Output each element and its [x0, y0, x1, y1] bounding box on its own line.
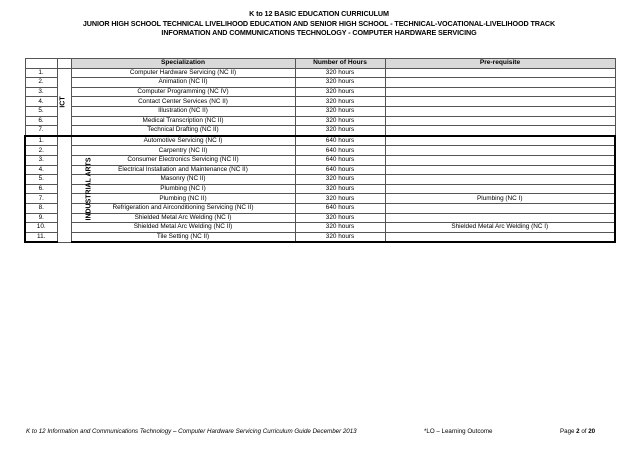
hours-cell: 320 hours — [295, 232, 385, 242]
specialization-cell: Refrigeration and Airconditioning Servicing (NC II) — [71, 203, 295, 213]
specialization-cell: Computer Programming (NC IV) — [71, 87, 295, 97]
table-row — [25, 106, 615, 116]
prerequisite-cell — [385, 136, 615, 146]
row-number: 2. — [25, 78, 57, 88]
prerequisite-cell — [385, 232, 615, 242]
prerequisite-cell — [385, 78, 615, 88]
specialization-cell: Technical Drafting (NC II) — [71, 126, 295, 136]
table-row — [25, 68, 615, 78]
row-number: 5. — [25, 106, 57, 116]
header-group — [57, 59, 71, 69]
table-row — [25, 232, 615, 242]
row-number: 9. — [25, 213, 57, 223]
table-row — [25, 184, 615, 194]
row-number: 1. — [25, 68, 57, 78]
table-row — [25, 155, 615, 165]
table-row — [25, 116, 615, 126]
header-num — [25, 59, 57, 69]
row-number: 3. — [25, 87, 57, 97]
specialization-cell: Medical Transcription (NC II) — [71, 116, 295, 126]
group-label-cell — [57, 68, 71, 136]
table-row — [25, 146, 615, 156]
prerequisite-cell — [385, 213, 615, 223]
specialization-cell: Shielded Metal Arc Welding (NC II) — [71, 223, 295, 233]
industrial-arts-group — [25, 136, 615, 243]
specialization-cell: Consumer Electronics Servicing (NC II) — [71, 155, 295, 165]
row-number: 6. — [25, 116, 57, 126]
prerequisite-cell — [385, 175, 615, 185]
table-row — [25, 126, 615, 136]
row-number: 3. — [25, 155, 57, 165]
specialization-cell: Animation (NC II) — [71, 78, 295, 88]
specialization-cell: Contact Center Services (NC II) — [71, 97, 295, 107]
hours-cell: 640 hours — [295, 165, 385, 175]
row-number: 1. — [25, 136, 57, 146]
row-number: 10. — [25, 223, 57, 233]
doc-title: K to 12 BASIC EDUCATION CURRICULUM — [249, 9, 389, 18]
prerequisite-cell — [385, 126, 615, 136]
hours-cell: 320 hours — [295, 116, 385, 126]
hours-cell: 320 hours — [295, 87, 385, 97]
table-row — [25, 194, 615, 204]
specialization-table — [24, 58, 616, 243]
prerequisite-cell — [385, 116, 615, 126]
table-row — [25, 165, 615, 175]
hours-cell: 320 hours — [295, 78, 385, 88]
prerequisite-cell — [385, 106, 615, 116]
row-number: 6. — [25, 184, 57, 194]
hours-cell: 320 hours — [295, 184, 385, 194]
specialization-cell: Plumbing (NC II) — [71, 194, 295, 204]
hours-cell: 320 hours — [295, 106, 385, 116]
ict-group — [25, 68, 615, 136]
row-number: 4. — [25, 165, 57, 175]
table-row — [25, 136, 615, 146]
table-row — [25, 223, 615, 233]
prerequisite-cell — [385, 146, 615, 156]
group-label: ICT — [60, 96, 67, 108]
footer-page-number: Page 2 of 20 — [560, 428, 596, 435]
doc-subtitle: JUNIOR HIGH SCHOOL TECHNICAL LIVELIHOOD EDUCATION AND SENIOR HIGH SCHOOL - TECHNICAL-VOCATIONAL-LIVELIHOOD TRACK — [82, 19, 556, 28]
prerequisite-cell: Shielded Metal Arc Welding (NC I) — [385, 223, 615, 233]
hours-cell: 320 hours — [295, 175, 385, 185]
footer-lo-note: *LO – Learning Outcome — [424, 428, 493, 435]
hours-cell: 640 hours — [295, 203, 385, 213]
row-number: 5. — [25, 175, 57, 185]
specialization-cell: Carpentry (NC II) — [71, 146, 295, 156]
hours-cell: 640 hours — [295, 155, 385, 165]
specialization-cell: Computer Hardware Servicing (NC II) — [71, 68, 295, 78]
specialization-cell: Plumbing (NC I) — [71, 184, 295, 194]
specialization-cell: Automotive Servicing (NC I) — [71, 136, 295, 146]
group-label: INDUSTRIAL ARTS — [85, 157, 92, 221]
row-number: 11. — [25, 232, 57, 242]
table-header-row — [25, 59, 615, 69]
row-number: 7. — [25, 126, 57, 136]
hours-cell: 320 hours — [295, 223, 385, 233]
hours-cell: 320 hours — [295, 68, 385, 78]
hours-cell: 320 hours — [295, 213, 385, 223]
hours-cell: 320 hours — [295, 194, 385, 204]
hours-cell: 320 hours — [295, 97, 385, 107]
hours-cell: 640 hours — [295, 146, 385, 156]
specialization-cell: Tile Setting (NC II) — [71, 232, 295, 242]
header-hours: Number of Hours — [295, 59, 385, 69]
specialization-cell: Masonry (NC II) — [71, 175, 295, 185]
row-number: 2. — [25, 146, 57, 156]
header-specialization: Specialization — [71, 59, 295, 69]
footer-guide: K to 12 Information and Communications Technology – Computer Hardware Servicing Curriculum Guide December 2013 — [26, 428, 357, 435]
hours-cell: 320 hours — [295, 126, 385, 136]
prerequisite-cell: Plumbing (NC I) — [385, 194, 615, 204]
table-row — [25, 97, 615, 107]
specialization-cell: Electrical Installation and Maintenance (NC II) — [71, 165, 295, 175]
prerequisite-cell — [385, 203, 615, 213]
prerequisite-cell — [385, 184, 615, 194]
table-row — [25, 213, 615, 223]
specialization-cell: Illustration (NC II) — [71, 106, 295, 116]
prerequisite-cell — [385, 97, 615, 107]
prerequisite-cell — [385, 87, 615, 97]
prerequisite-cell — [385, 165, 615, 175]
specialization-cell: Shielded Metal Arc Welding (NC I) — [71, 213, 295, 223]
header-prerequisite: Pre-requisite — [385, 59, 615, 69]
table-row — [25, 203, 615, 213]
prerequisite-cell — [385, 155, 615, 165]
group-label-cell — [57, 136, 92, 243]
table-row — [25, 175, 615, 185]
hours-cell: 640 hours — [295, 136, 385, 146]
table-row — [25, 78, 615, 88]
row-number: 8. — [25, 203, 57, 213]
row-number: 7. — [25, 194, 57, 204]
table-row — [25, 87, 615, 97]
doc-course-title: INFORMATION AND COMMUNICATIONS TECHNOLOGY - COMPUTER HARDWARE SERVICING — [161, 28, 477, 37]
prerequisite-cell — [385, 68, 615, 78]
row-number: 4. — [25, 97, 57, 107]
